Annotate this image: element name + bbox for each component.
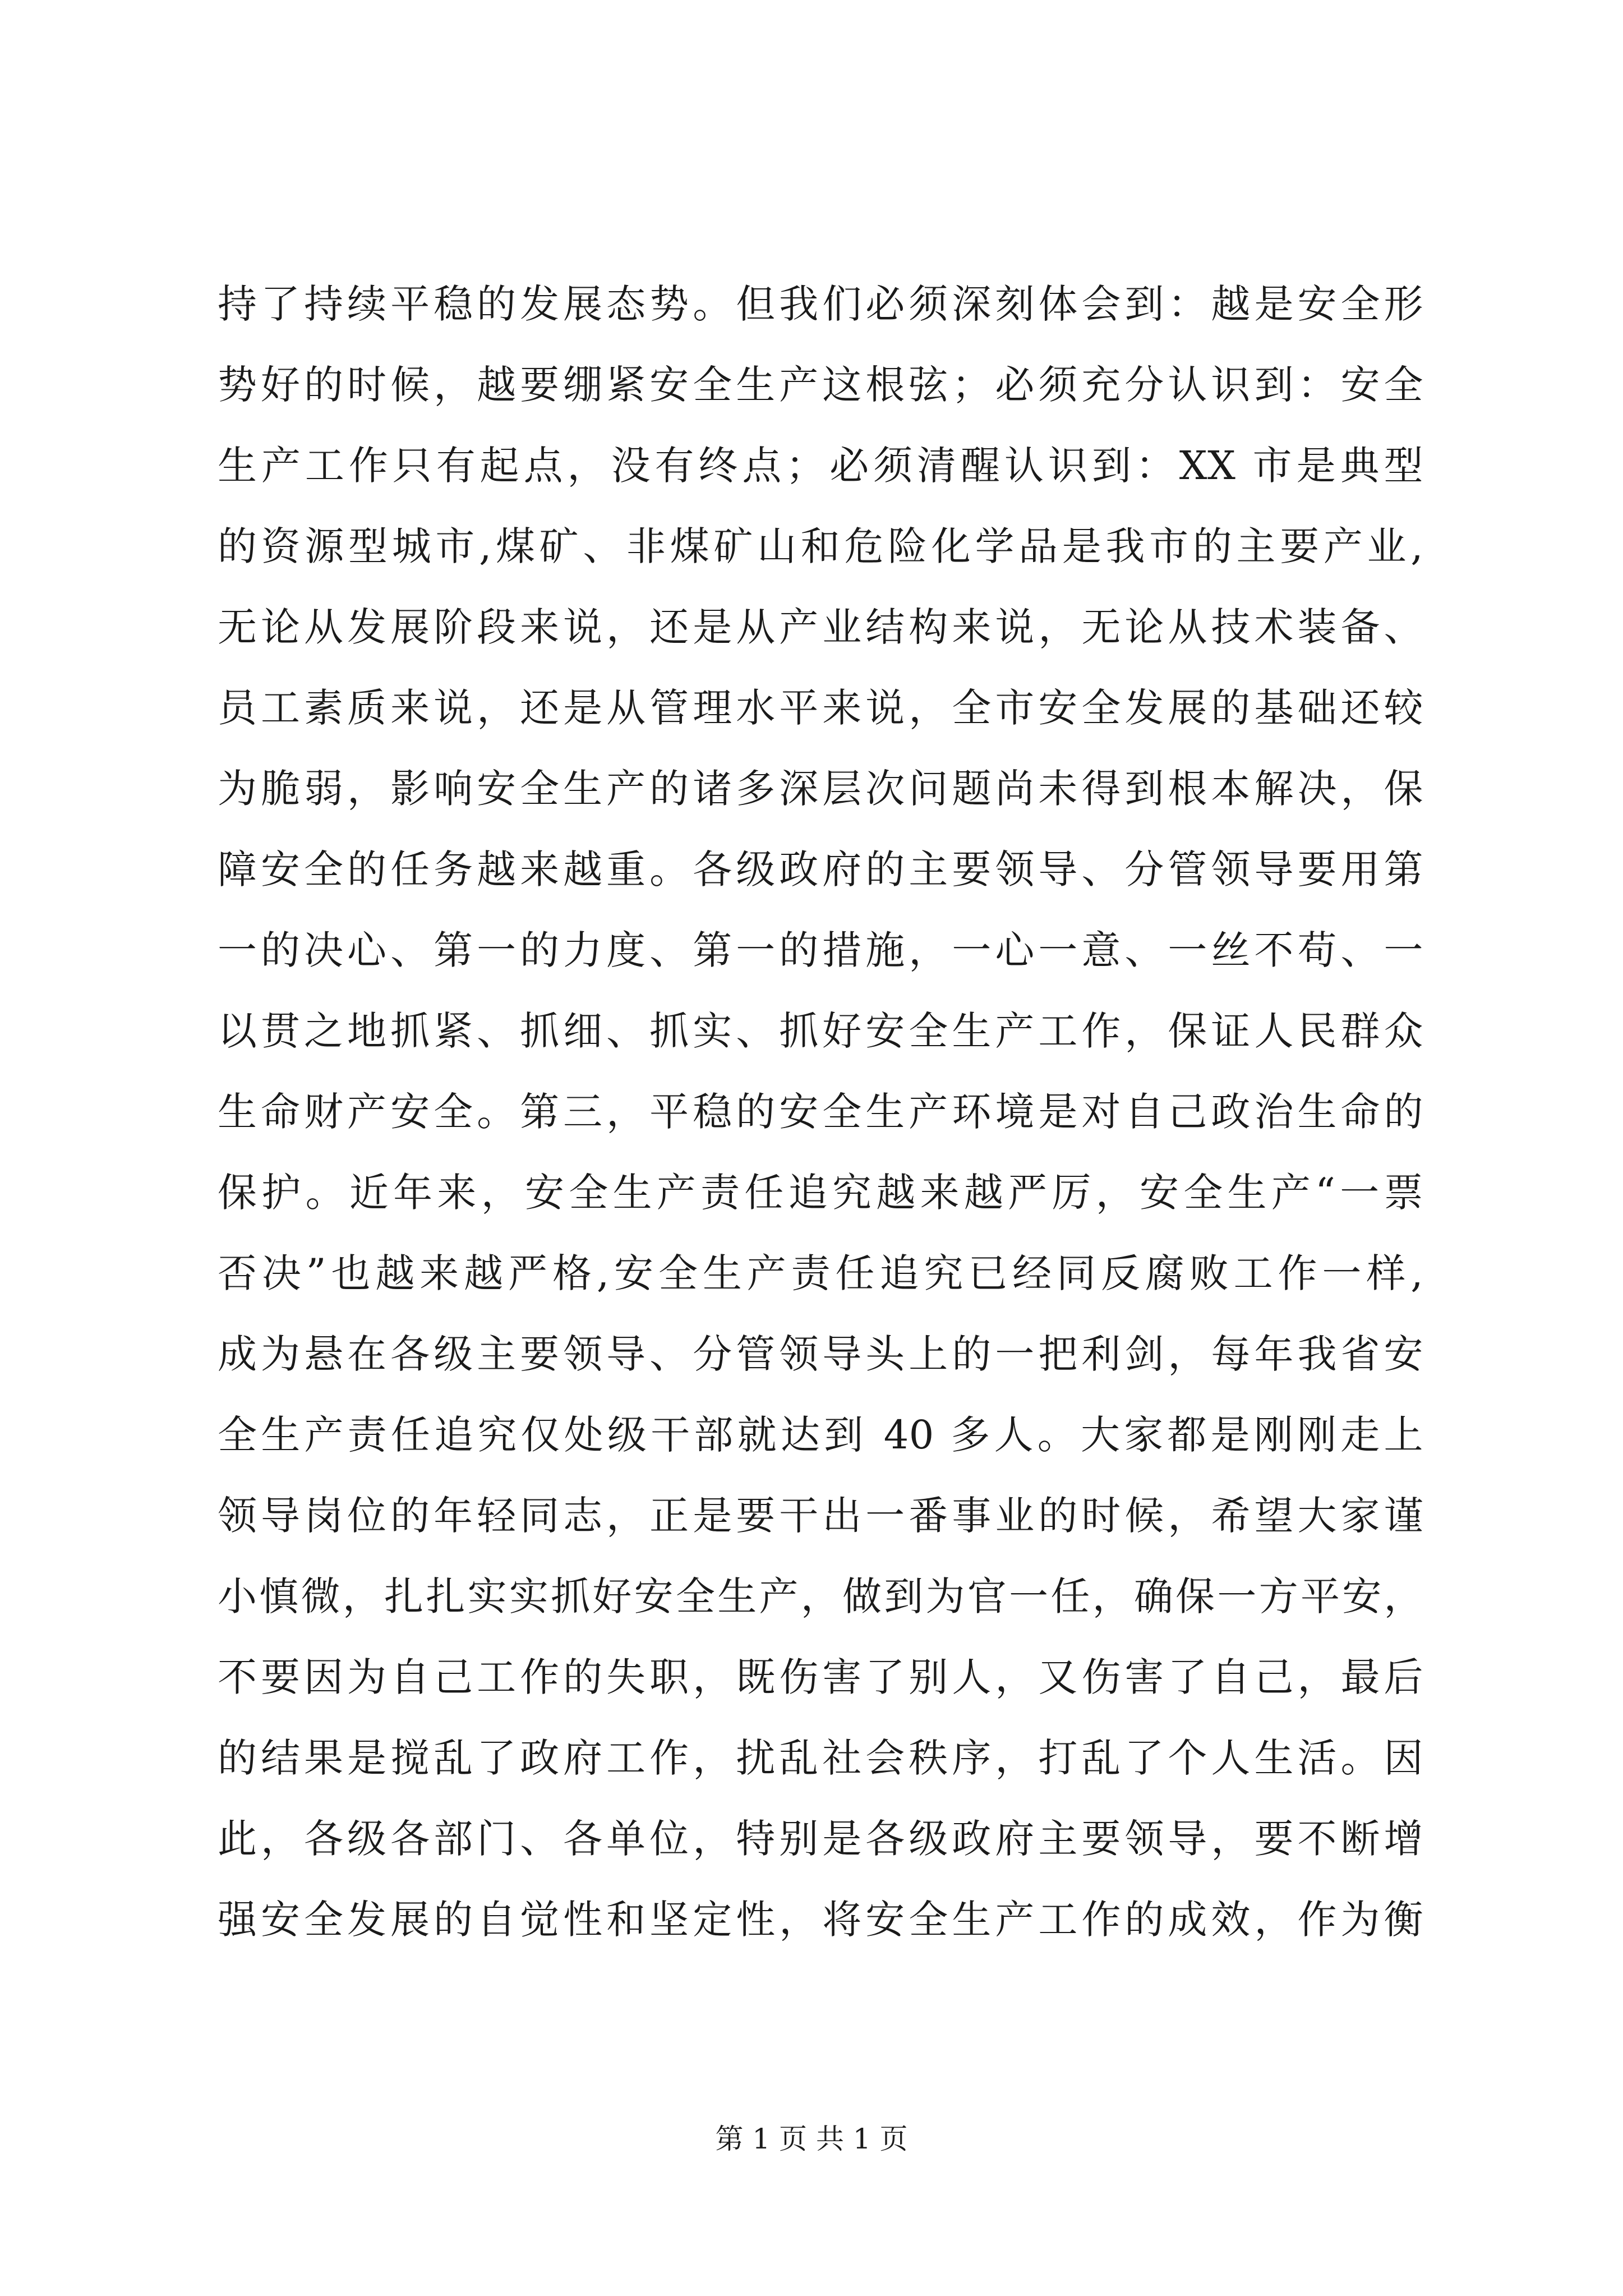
text-line: 一的决心、第一的力度、第一的措施，一心一意、一丝不苟、一	[218, 927, 1423, 973]
text-line: 全生产责任追究仅处级干部就达到 40 多人。大家都是刚刚走上	[218, 1412, 1423, 1458]
text-line: 势好的时候，越要绷紧安全生产这根弦；必须充分认识到：安全	[218, 362, 1423, 408]
text-line: 无论从发展阶段来说，还是从产业结构来说，无论从技术装备、	[218, 604, 1423, 650]
text-line: 小慎微，扎扎实实抓好安全生产，做到为官一任，确保一方平安，	[218, 1573, 1423, 1619]
text-line: 员工素质来说，还是从管理水平来说，全市安全发展的基础还较	[218, 685, 1423, 731]
text-line: 持了持续平稳的发展态势。但我们必须深刻体会到：越是安全形	[218, 281, 1423, 327]
text-line: 不要因为自己工作的失职，既伤害了别人，又伤害了自己，最后	[218, 1654, 1423, 1700]
page-footer	[0, 2119, 1623, 2159]
page-number: 第 1 页 共 1 页	[715, 2123, 908, 2155]
body-text	[218, 264, 1423, 1960]
text-line: 以贯之地抓紧、抓细、抓实、抓好安全生产工作，保证人民群众	[218, 1008, 1423, 1054]
text-line: 生产工作只有起点，没有终点；必须清醒认识到：XX 市是典型	[218, 443, 1423, 489]
text-line: 障安全的任务越来越重。各级政府的主要领导、分管领导要用第	[218, 846, 1423, 892]
text-line: 生命财产安全。第三，平稳的安全生产环境是对自己政治生命的	[218, 1089, 1423, 1135]
text-line: 此，各级各部门、各单位，特别是各级政府主要领导，要不断增	[218, 1816, 1423, 1862]
text-line: 的资源型城市,煤矿、非煤矿山和危险化学品是我市的主要产业,	[218, 523, 1423, 569]
text-line: 保护。近年来，安全生产责任追究越来越严厉，安全生产“一票	[218, 1170, 1423, 1216]
text-line: 为脆弱，影响安全生产的诸多深层次问题尚未得到根本解决，保	[218, 766, 1423, 812]
text-line: 的结果是搅乱了政府工作，扰乱社会秩序，打乱了个人生活。因	[218, 1735, 1423, 1781]
text-line: 领导岗位的年轻同志，正是要干出一番事业的时候，希望大家谨	[218, 1493, 1423, 1539]
text-line: 强安全发展的自觉性和坚定性，将安全生产工作的成效，作为衡	[218, 1897, 1423, 1943]
text-line: 否决”也越来越严格,安全生产责任追究已经同反腐败工作一样,	[218, 1250, 1423, 1296]
text-line: 成为悬在各级主要领导、分管领导头上的一把利剑，每年我省安	[218, 1331, 1423, 1377]
